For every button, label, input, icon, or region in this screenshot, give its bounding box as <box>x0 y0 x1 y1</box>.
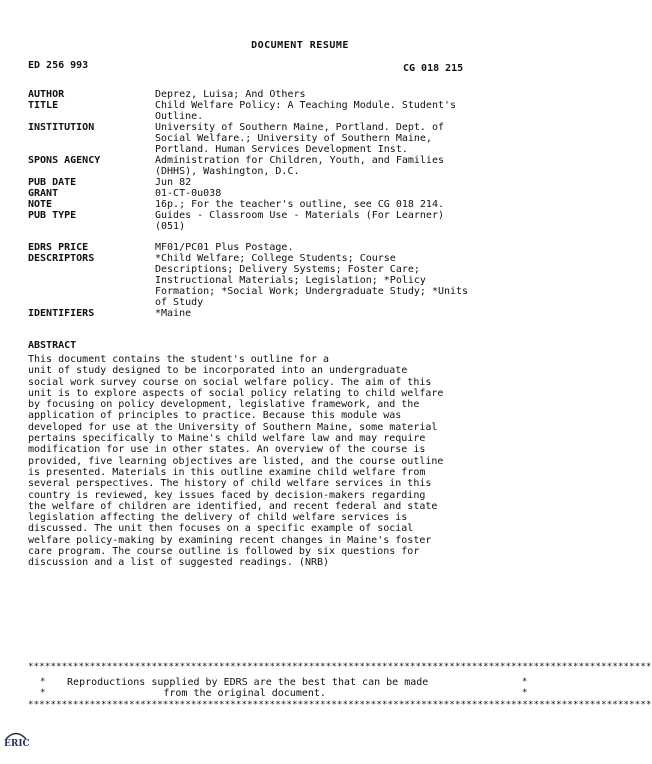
field-label: INSTITUTION <box>28 122 95 133</box>
eric-logo <box>4 730 28 756</box>
field-pub-type <box>28 210 588 232</box>
field-label: SPONS AGENCY <box>28 155 101 166</box>
star-border-bottom: *************************************************************************************************************** <box>28 700 652 710</box>
field-label: DESCRIPTORS <box>28 253 95 264</box>
abstract-label: ABSTRACT <box>28 340 77 351</box>
field-pub-date <box>28 177 588 188</box>
ed-number: ED 256 993 <box>28 60 89 71</box>
field-label: IDENTIFIERS <box>28 308 95 319</box>
field-value: Guides - Classroom Use - Materials (For Learner) (051) <box>155 210 444 232</box>
field-value: 01-CT-0u038 <box>155 188 222 199</box>
star-bullet: * <box>522 677 528 687</box>
field-descriptors <box>28 253 588 308</box>
field-note <box>28 199 588 210</box>
field-value: Child Welfare Policy: A Teaching Module. Student's Outline. <box>155 100 457 122</box>
document-heading: DOCUMENT RESUME <box>251 40 349 51</box>
field-institution <box>28 122 588 155</box>
field-label: AUTHOR <box>28 89 65 100</box>
field-label: TITLE <box>28 100 59 111</box>
field-value: MF01/PC01 Plus Postage. <box>155 242 294 253</box>
field-identifiers <box>28 308 588 319</box>
field-label: GRANT <box>28 188 59 199</box>
field-value: Jun 82 <box>155 177 192 188</box>
field-value: *Maine <box>155 308 192 319</box>
abstract-text: This document contains the student's outline for a unit of study designed to be incorporated into an undergraduate social work survey course on social welfare policy. The aim of this unit is to explore aspects of social policy relating to child welfare by focusing on policy development, legislative framework, and the application of principles to practice. Because this module was developed for use at the University of Southern Maine, some material pertains specifically to Maine's child welfare law and may require modification for use in other states. An overview of the course is provided, five learning objectives are listed, and the course outline is presented. Materials in this outline examine child welfare from several perspectives. The history of child welfare services in this country is reviewed, key issues faced by decision-makers regarding the welfare of children are identified, and recent federal and state legislation affecting the delivery of child welfare services is discussed. The unit then focuses on a specific example of social welfare policy-making by examining recent changes in Maine's foster care program. The course outline is followed by six questions for discussion and a list of suggested readings. (NRB) <box>28 354 444 569</box>
field-title <box>28 100 588 122</box>
field-spons-agency <box>28 155 588 177</box>
field-label: PUB TYPE <box>28 210 77 221</box>
star-bullet: * <box>40 688 46 698</box>
field-value: 16p.; For the teacher's outline, see CG 018 214. <box>155 199 444 210</box>
cg-number: CG 018 215 <box>403 63 464 74</box>
field-value: Administration for Children, Youth, and Families (DHHS), Washington, D.C. <box>155 155 444 177</box>
field-label: EDRS PRICE <box>28 242 89 253</box>
field-grant <box>28 188 588 199</box>
field-label: NOTE <box>28 199 53 210</box>
field-author <box>28 89 588 100</box>
eric-logo-text: ERIC <box>4 739 30 749</box>
field-value: *Child Welfare; College Students; Course Descriptions; Delivery Systems; Foster Care; Instructional Materials; Legislation; *Policy Formation; *Social Work; Undergraduate Study; *Units of Study <box>155 253 469 308</box>
bibliographic-fields <box>28 89 588 319</box>
footer-line-1: Reproductions supplied by EDRS are the best that can be made <box>55 677 429 688</box>
field-value: Deprez, Luisa; And Others <box>155 89 306 100</box>
field-label: PUB DATE <box>28 177 77 188</box>
star-bullet: * <box>522 688 528 698</box>
star-bullet: * <box>40 677 46 687</box>
footer-line-2: from the original document. <box>55 688 326 699</box>
star-border-top: *************************************************************************************************************** <box>28 662 652 672</box>
field-edrs-price <box>28 242 588 253</box>
field-value: University of Southern Maine, Portland. Dept. of Social Welfare.; University of Southern Maine, Portland. Human Services Development Inst. <box>155 122 444 155</box>
